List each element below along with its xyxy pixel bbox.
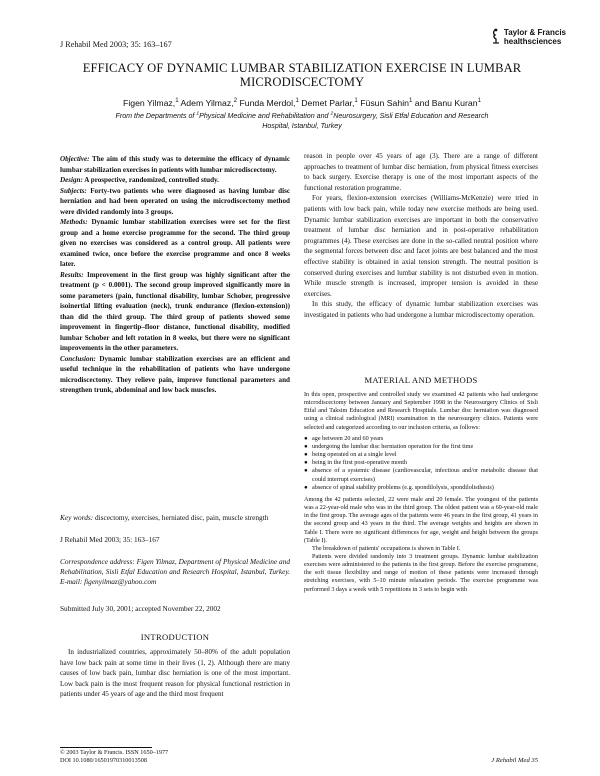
abstract-conclusion: Conclusion: Dynamic lumbar stabilization exercises are an efficient and useful technique in the rehabilitation of patients who have undergone microdiscectomy. They relieve pain, improve functional parameters and strengthen trunk, abdominal and low back muscles. — [60, 354, 290, 394]
journal-reference: J Rehabil Med 2003; 35: 163–167 — [60, 40, 172, 49]
abstract-results: Results: Improvement in the first group was highly significant after the treatment (p < 0.0001). The second group improved significantly more in some parameters (pain, functional disability, lumbar Schober, progressive isoinertial lifting evaluation (neck), trunk endurance (flexion-extension)) than did the third group. The third group of patients showed some improvement in fingertip–floor distance, functional disability, modified lumbar Schober and left rotation in 8 weeks, but there were no significant improvements in the other parameters. — [60, 270, 290, 352]
author: Figen Yilmaz,$^1$ — [123, 97, 179, 108]
author: and Banu Kuran$^1$ — [414, 97, 481, 108]
methods-heading: MATERIAL AND METHODS — [364, 375, 478, 385]
paragraph: The breakdown of patients' occupations is shown in Table I. — [312, 544, 461, 552]
abstract-design: Design: A prospective, randomized, controlled study. — [60, 176, 219, 184]
title-line-1: EFFICACY OF DYNAMIC LUMBAR STABILIZATION EXERCISE IN LUMBAR — [82, 61, 522, 75]
list-item: ● absence of a systemic disease (cardiovascular, infectious and/or metabolic disease that could interrupt exercises) — [304, 467, 538, 483]
publisher-logo — [491, 28, 566, 46]
citation: J Rehabil Med 2003; 35: 163–167 — [60, 535, 160, 544]
list-item: ● undergoing the lumbar disc herniation operation for the first time — [304, 442, 474, 450]
keywords: Key words: discectomy, exercises, herniated disc, pain, muscle strength — [60, 513, 269, 522]
author-list — [40, 98, 564, 108]
publisher-subtitle: healthsciences — [503, 37, 562, 46]
bullet-icon: ● — [304, 442, 308, 450]
bullet-icon: ● — [304, 483, 308, 491]
paragraph: For years, flexion-extension exercises (Williams-McKenzie) were tried in patients with low back pain, while today new exercise methods are being used. Dynamic lumbar stabilization exercises are important in both the conservative treatment of lumbar disc herniation and in post-operative rehabilitation programmes (4). These exercises are done in the so-called neutral position where the segmental forces between disc and facet joints are best balanced and the most effective stability is obtained in axial tension strength. The neutral position is conserved during exercises and lumbar stability is not disturbed even in motion. While muscle strength is increased, improper tension is avoided in these exercises. — [304, 194, 538, 298]
abstract-methods: Methods: Dynamic lumbar stabilization exercises were set for the first group and a home exercise programme for the second. The third group given no exercises was considered as a control group. All patients were examined twice, once before the exercise programme and once 8 weeks later. — [60, 218, 290, 268]
publisher-name: Taylor & Francis — [503, 28, 566, 37]
list-item: ● absence of spinal stability problems (e.g. spondilolysis, spondilolisthesis) — [304, 483, 494, 491]
bullet-icon: ● — [304, 451, 308, 459]
inclusion-criteria-list — [304, 435, 538, 492]
bullet-icon: ● — [304, 467, 308, 475]
introduction-text: In industrialized countries, approximately 50–80% of the adult population have low back pain at some time in their lives (1, 2). Although there are many causes of low back pain, lumbar disc herniation is one of the most important. Low back pain is the most frequent reason for physical functional restriction in patients under 45 years of age and the third most frequent — [60, 648, 290, 699]
author: Demet Parlar,$^1$ — [301, 97, 358, 108]
article-title — [40, 61, 564, 89]
author: Funda Merdol,$^1$ — [239, 97, 299, 108]
author: Adem Yilmaz,$^2$ — [180, 97, 238, 108]
abstract-subjects: Subjects: Forty-two patients who were diagnosed as having lumbar disc herniation and had been operated on using the microdiscectomy method were divided randomly into 3 groups. — [60, 186, 290, 216]
abstract — [60, 154, 290, 396]
introduction-continued — [304, 151, 538, 321]
affiliation: From the Departments of $^1$Physical Medicine and Rehabilitation and $^2$Neurosurgery, Sisli Etfal Education and Research Hospital, Istanbul, Turkey — [115, 111, 489, 130]
title-line-2: MICRODISCECTOMY — [239, 75, 365, 89]
correspondence: Correspondence address: Figen Yilmaz, Department of Physical Medicine and Rehabilitation, Sisli Etfal Education and Research Hospital, Istanbul, Turkey. E-mail: figenyilmaz@yahoo.com — [60, 557, 290, 586]
paragraph: reason in people over 45 years of age (3). There are a range of different approaches to treatment of lumbar disc herniation, from physical fitness exercises to back surgery. Exercise therapy is one of the most important aspects of the functional restoration programme. — [304, 152, 538, 192]
list-item: ● age between 20 and 60 years — [304, 434, 384, 442]
bullet-icon: ● — [304, 434, 308, 442]
footer-rule — [60, 747, 152, 748]
footer-copyright: © 2003 Taylor & Francis. ISSN 1650–1977 DOI 10.1080/16501970310013508 — [60, 749, 169, 764]
paragraph: In this study, the efficacy of dynamic lumbar stabilization exercises was investigated in patients who had undergone a lumbar microdiscectomy operation. — [304, 300, 538, 319]
author: Füsun Sahin$^1$ — [360, 97, 413, 108]
footer-journal: J Rehabil Med 35 — [491, 757, 538, 764]
abstract-objective: Objective: The aim of this study was to determine the efficacy of dynamic lumbar stabilization exercises in patients with lumbar microdiscectomy. — [60, 155, 290, 174]
taylor-francis-logo-icon — [491, 28, 501, 44]
submission-dates: Submitted July 30, 2001; accepted November 22, 2002 — [60, 604, 221, 613]
list-item: ● being operated on at a single level — [304, 451, 397, 459]
bullet-icon: ● — [304, 459, 308, 467]
paragraph: Patients were divided randomly into 3 treatment groups. Dynamic lumbar stabilization exercises were administered to the patients in the first group. Before the exercise programme, the soft tissue flexibility and range of motion of these patients were increased through stretching exercises, with 5–10 minute relaxation periods. The exercise programme was performed 3 days a week with 5 repetitions in 3 sets to begin with — [304, 552, 538, 593]
paragraph: In this open, prospective and controlled study we examined 42 patients who had undergone microdiscectomy between January and September 1998 in the Neurosurgery Clinics of Sisli Etfal and Taksim Education and Research Hospitals. Lumbar disc herniation was diagnosed using a clinical radiological (MRI) examination in the neurosurgery clinics. Patients were selected and categorized according to our inclusion criteria, as follows: — [304, 391, 538, 431]
methods-text — [304, 391, 538, 594]
paragraph: Among the 42 patients selected, 22 were male and 20 female. The youngest of the patients was a 22-year-old male who was in the third group. The oldest patient was a 60-year-old male in the first group. The average ages of the patients were 46 years in the first group, 41 years in the second group and 43 years in the third. The average weights and heights are shown in Table I. There were no significant differences for age, weight and height between the groups (Table I). — [304, 495, 538, 544]
introduction-heading: INTRODUCTION — [140, 632, 210, 642]
list-item: ● being in the first post-operative month — [304, 459, 408, 467]
